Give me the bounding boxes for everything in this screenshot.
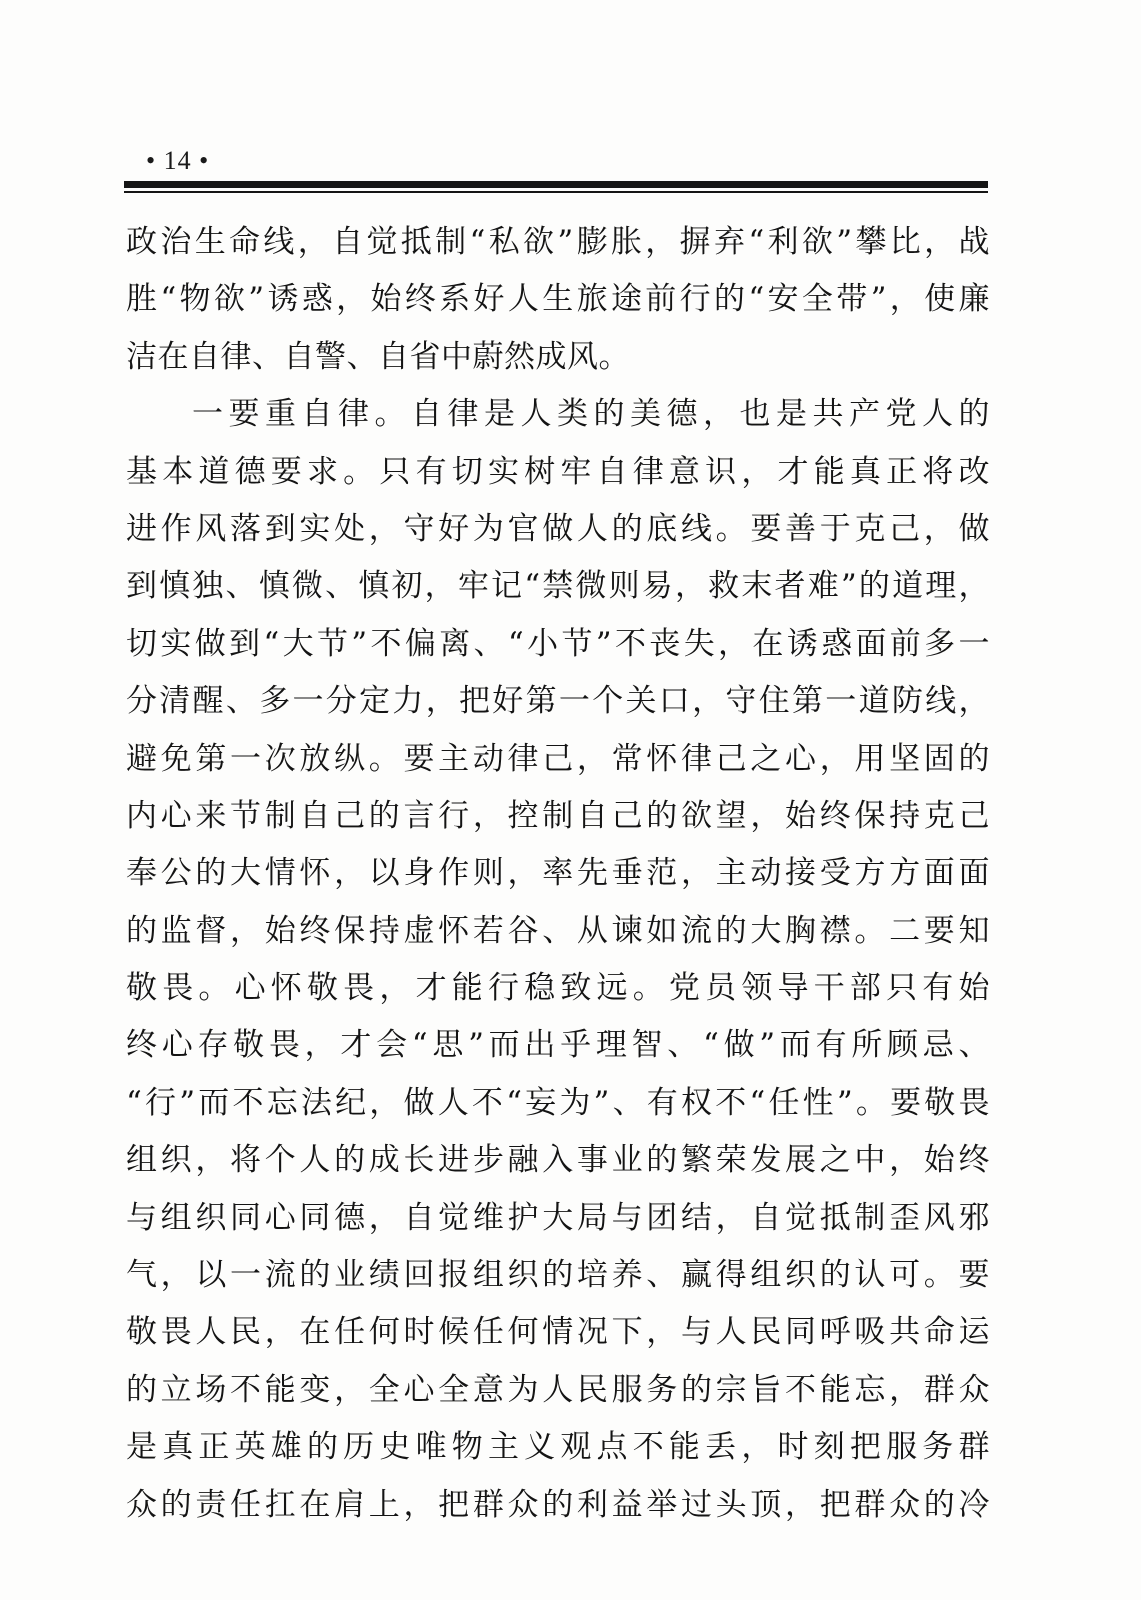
text-line: 进作风落到实处，守好为官做人的底线。要善于克己，做 [126,510,990,547]
text-line: 洁在自律、自警、自省中蔚然成风。 [126,338,630,375]
text-line: 分清醒、多一分定力，把好第一个关口，守住第一道防线， [126,683,990,720]
text-line: 政治生命线，自觉抵制“私欲”膨胀，摒弃“利欲”攀比，战 [126,224,990,260]
body-text [126,214,990,1534]
text-line: 胜“物欲”诱惑，始终系好人生旅途前行的“安全带”，使廉 [126,281,990,318]
text-line: 基本道德要求。只有切实树牢自律意识，才能真正将改 [126,453,990,490]
text-line: 的立场不能变，全心全意为人民服务的宗旨不能忘，群众 [126,1371,990,1408]
header-rule-thick [124,181,988,188]
text-line: 众的责任扛在肩上，把群众的利益举过头顶，把群众的冷 [126,1486,990,1523]
text-line: 敬畏人民，在任何时候任何情况下，与人民同呼吸共命运 [126,1314,990,1351]
page-number: • 14 • [146,146,210,175]
text-line: 切实做到“大节”不偏离、“小节”不丧失，在诱惑面前多一 [126,625,990,662]
text-line: 敬畏。心怀敬畏，才能行稳致远。党员领导干部只有始 [126,970,990,1007]
text-line: 奉公的大情怀，以身作则，率先垂范，主动接受方方面面 [126,855,990,892]
text-line: 是真正英雄的历史唯物主义观点不能丢，时刻把服务群 [126,1429,990,1466]
text-line: 组织，将个人的成长进步融入事业的繁荣发展之中，始终 [126,1142,990,1179]
text-line: 避免第一次放纵。要主动律己，常怀律己之心，用坚固的 [126,740,990,777]
text-line: 气，以一流的业绩回报组织的培养、赢得组织的认可。要 [126,1257,990,1294]
text-line: 与组织同心同德，自觉维护大局与团结，自觉抵制歪风邪 [126,1199,990,1236]
text-line: 到慎独、慎微、慎初，牢记“禁微则易，救末者难”的道理， [126,568,990,605]
page-header [124,140,984,180]
header-rule-thin [124,191,988,193]
text-line: 终心存敬畏，才会“思”而出乎理智、“做”而有所顾忌、 [126,1027,990,1064]
text-line: 的监督，始终保持虚怀若谷、从谏如流的大胸襟。二要知 [126,912,990,949]
text-line: 内心来节制自己的言行，控制自己的欲望，始终保持克己 [126,797,990,834]
text-line: “行”而不忘法纪，做人不“妄为”、有权不“任性”。要敬畏 [126,1084,990,1121]
text-line: 一要重自律。自律是人类的美德，也是共产党人的 [192,396,990,433]
